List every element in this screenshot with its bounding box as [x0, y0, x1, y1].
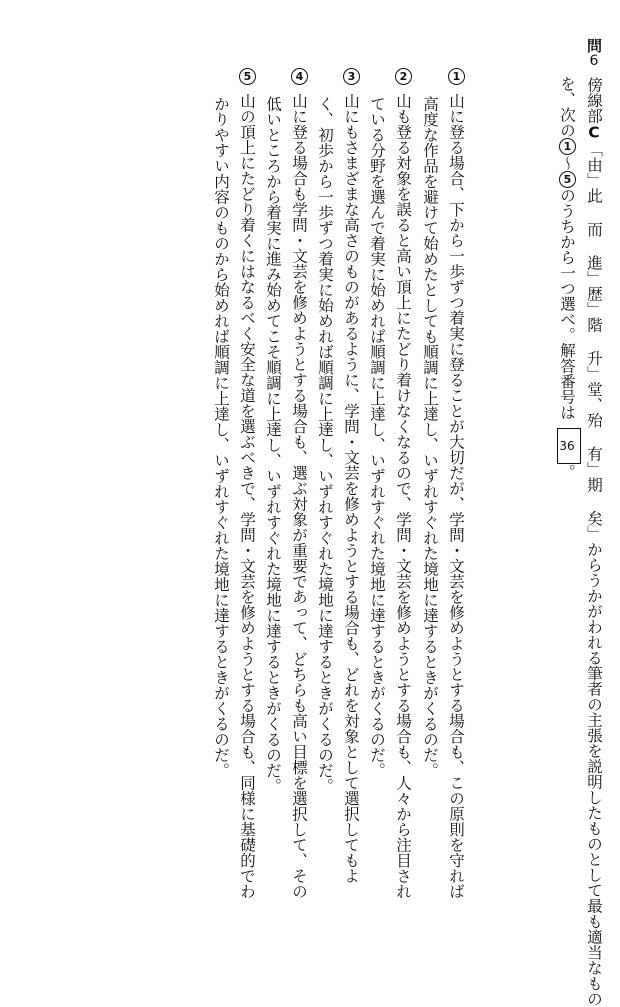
choice-5-text-2: かりやすい内容のものから始めれば順調に上達し、いずれすぐれた境地に達するときがくるのだ。	[212, 96, 230, 778]
range-start-mark: 1	[561, 140, 574, 153]
choice-5-line-2	[208, 96, 234, 778]
choice-5-mark: 5	[241, 70, 254, 83]
choice-1-line-1	[443, 68, 469, 899]
choice-1-text-2: 高度な作品を避けて始めたとしても順調に上達し、いずれすぐれた境地に達するときがくるのだ。	[421, 96, 439, 778]
choice-2-text-1: 山も登る対象を誤ると高い頂上にたどり着けなくなるので、学問・文芸を修めようとする場合も、人々から注目され	[394, 93, 412, 899]
choice-3-mark: 3	[345, 70, 358, 83]
choice-5-text-1: 山の頂上にたどり着くにはなるべく安全な道を選ぶべきで、学問・文芸を修めようとする場合も、同様に基礎的でわ	[238, 93, 256, 899]
question-line2-end: 。	[558, 464, 576, 480]
question-quote: 「由」此 而 進」歴」階 升」堂、殆 有」期 矣」	[585, 141, 603, 542]
answer-number-box	[557, 428, 581, 464]
choice-1-line-2	[417, 96, 443, 778]
question-line-1	[581, 38, 607, 1007]
choice-2-line-1	[390, 68, 416, 899]
underline-marker: C	[585, 123, 603, 142]
question-suffix: からうかがわれる筆者の主張を説明したものとして最も適当なもの	[585, 541, 603, 1007]
answer-number: 36	[559, 439, 575, 453]
choice-4-text-1: 山に登る場合も学問・文芸を修めようとする場合も、選ぶ対象が重要であって、どちらも高い目標を選択して、その	[290, 93, 308, 899]
range-tilde: 〜	[558, 155, 576, 171]
choice-3-line-2	[312, 96, 338, 794]
choice-2-line-2	[364, 96, 390, 778]
range-end-mark: 5	[561, 172, 574, 186]
choice-3-text-1: 山にもさまざまな高さのものがあるように、学問・文芸を修めようとする場合も、どれを対象として選択してもよ	[342, 93, 360, 884]
choice-3-line-1	[338, 68, 364, 884]
question-line2-a: を、次の	[558, 76, 576, 138]
question-line2-b: のうちから一つ選べ。解答番号は	[558, 187, 576, 420]
choice-4-line-2	[260, 96, 286, 794]
question-number: 6	[586, 53, 602, 69]
choice-2-text-2: ている分野を選んで着実に始めれば順調に上達し、いずれすぐれた境地に達するときがくるのだ。	[368, 96, 386, 778]
choice-4-line-1	[286, 68, 312, 899]
choice-3-text-2: く、初歩から一歩ずつ着実に始めれば順調に上達し、いずれすぐれた境地に達するときがくるのだ。	[316, 96, 334, 794]
question-label: 問	[585, 38, 603, 53]
choice-4-text-2: 低いところから着実に進み始めてこそ順調に上達し、いずれすぐれた境地に達するときがくるのだ。	[264, 96, 282, 794]
choice-1-mark: 1	[450, 70, 463, 83]
choice-5-line-1	[234, 68, 260, 899]
question-prefix: 傍線部	[585, 77, 603, 124]
choice-1-text-1: 山に登る場合、下から一歩ずつ着実に登ることが大切だが、学問・文芸を修めようとする場合も、この原則を守れば	[447, 93, 465, 899]
question-line-2	[555, 76, 581, 480]
choice-2-mark: 2	[397, 70, 410, 83]
choice-4-mark: 4	[293, 70, 306, 83]
